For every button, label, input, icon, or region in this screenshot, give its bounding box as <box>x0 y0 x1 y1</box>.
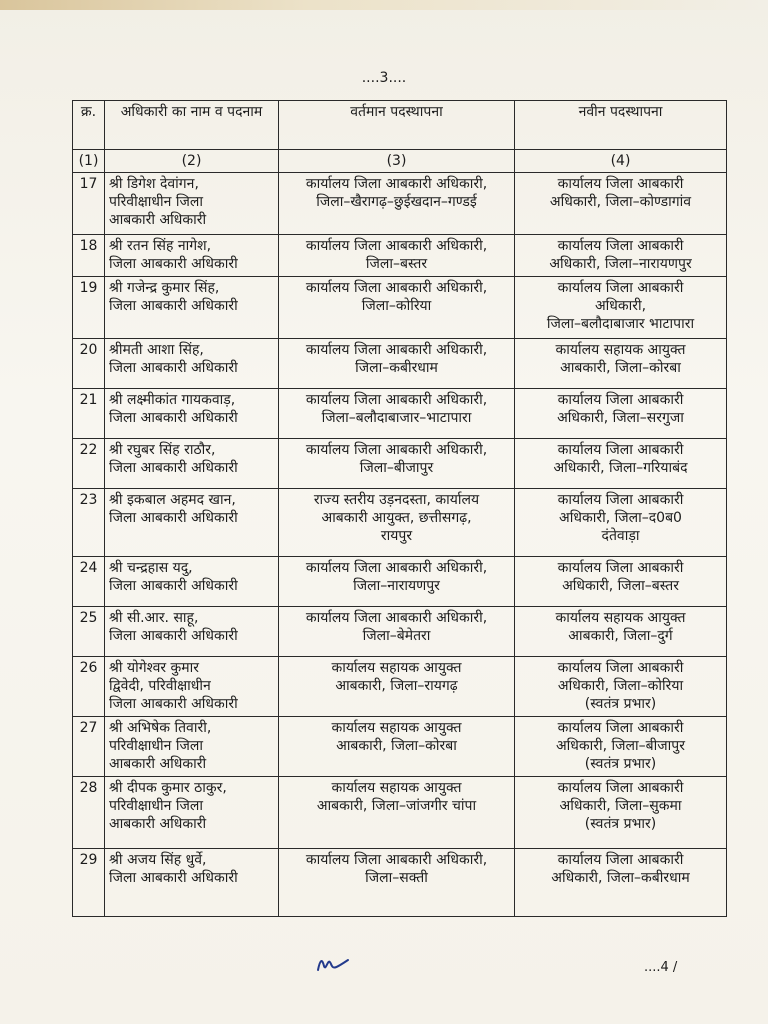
current-posting-line: कार्यालय जिला आबकारी अधिकारी, <box>305 852 488 868</box>
header-officer-name: अधिकारी का नाम व पदनाम <box>105 101 279 150</box>
serial-number: 18 <box>73 235 105 277</box>
current-posting <box>279 657 515 717</box>
officer-name-line: जिला आबकारी अधिकारी <box>109 410 238 426</box>
new-posting <box>515 849 727 917</box>
table-row <box>73 235 727 277</box>
officer-name <box>105 489 279 557</box>
column-number: (2) <box>105 150 279 173</box>
officer-name-line: परिवीक्षाधीन जिला <box>109 194 203 210</box>
new-posting-line: कार्यालय जिला आबकारी <box>557 238 684 254</box>
column-number: (3) <box>279 150 515 173</box>
current-posting-line: कार्यालय जिला आबकारी अधिकारी, <box>305 560 488 576</box>
officer-name <box>105 607 279 657</box>
officer-name-line: श्री डिगेश देवांगन, <box>109 176 199 192</box>
officer-name-line: आबकारी अधिकारी <box>109 816 207 832</box>
current-posting-line: आबकारी आयुक्त, छत्तीसगढ़, <box>321 510 472 526</box>
new-posting <box>515 557 727 607</box>
header-new-posting: नवीन पदस्थापना <box>515 101 727 150</box>
new-posting-line: अधिकारी, जिला–गरियाबंद <box>553 460 688 476</box>
current-posting <box>279 439 515 489</box>
new-posting-line: कार्यालय सहायक आयुक्त <box>555 342 686 358</box>
table-body <box>73 173 727 917</box>
next-page-marker: ....4 / <box>644 960 678 975</box>
current-posting <box>279 777 515 849</box>
officer-name-line: जिला आबकारी अधिकारी <box>109 256 238 272</box>
officer-name <box>105 235 279 277</box>
table-row <box>73 489 727 557</box>
current-posting-line: आबकारी, जिला–रायगढ़ <box>335 678 458 694</box>
serial-number: 21 <box>73 389 105 439</box>
new-posting-line: (स्वतंत्र प्रभार) <box>584 816 657 832</box>
new-posting-line: अधिकारी, जिला–नारायणपुर <box>549 256 692 272</box>
serial-number: 26 <box>73 657 105 717</box>
new-posting-line: जिला–बलौदाबाजार भाटापारा <box>546 316 695 332</box>
new-posting-line: आबकारी, जिला–कोरबा <box>560 360 681 376</box>
serial-number: 20 <box>73 339 105 389</box>
new-posting <box>515 173 727 235</box>
table-row <box>73 339 727 389</box>
current-posting-line: राज्य स्तरीय उड़नदस्ता, कार्यालय <box>313 492 480 508</box>
new-posting <box>515 439 727 489</box>
table-row <box>73 173 727 235</box>
officer-name <box>105 439 279 489</box>
officer-name-line: श्री लक्ष्मीकांत गायकवाड़, <box>109 392 236 408</box>
new-posting-line: कार्यालय जिला आबकारी <box>557 660 684 676</box>
officer-name-line: श्रीमती आशा सिंह, <box>109 342 204 358</box>
new-posting-line: अधिकारी, जिला–कोण्डागांव <box>549 194 692 210</box>
new-posting <box>515 235 727 277</box>
new-posting-line: अधिकारी, जिला–सुकमा <box>559 798 682 814</box>
table-row <box>73 277 727 339</box>
new-posting-line: अधिकारी, जिला–बस्तर <box>562 578 679 594</box>
officer-name <box>105 389 279 439</box>
table-row <box>73 439 727 489</box>
current-posting-line: कार्यालय जिला आबकारी अधिकारी, <box>305 176 488 192</box>
serial-number: 25 <box>73 607 105 657</box>
new-posting <box>515 717 727 777</box>
column-number-row <box>73 150 727 173</box>
current-posting-line: रायपुर <box>380 528 413 544</box>
current-posting-line: जिला–खैरागढ़–छुईखदान–गण्डई <box>316 194 477 210</box>
current-posting-line: कार्यालय जिला आबकारी अधिकारी, <box>305 238 488 254</box>
current-posting-line: जिला–बीजापुर <box>359 460 434 476</box>
current-posting <box>279 717 515 777</box>
new-posting-line: कार्यालय जिला आबकारी <box>557 560 684 576</box>
officer-name-line: परिवीक्षाधीन जिला <box>109 738 203 754</box>
current-posting <box>279 173 515 235</box>
officer-name-line: श्री रतन सिंह नागेश, <box>109 238 212 254</box>
current-posting <box>279 277 515 339</box>
header-serial: क्र. <box>73 101 105 150</box>
serial-number: 19 <box>73 277 105 339</box>
current-posting-line: कार्यालय जिला आबकारी अधिकारी, <box>305 442 488 458</box>
current-posting <box>279 557 515 607</box>
officer-name-line: श्री योगेश्वर कुमार <box>109 660 200 676</box>
new-posting-line: कार्यालय जिला आबकारी <box>557 852 684 868</box>
current-posting <box>279 607 515 657</box>
transfer-table <box>72 100 727 917</box>
officer-name-line: जिला आबकारी अधिकारी <box>109 696 238 712</box>
table-row <box>73 717 727 777</box>
current-posting <box>279 339 515 389</box>
new-posting <box>515 607 727 657</box>
officer-name <box>105 657 279 717</box>
new-posting-line: आबकारी, जिला–दुर्ग <box>568 628 673 644</box>
new-posting-line: अधिकारी, जिला–सरगुजा <box>557 410 684 426</box>
current-posting-line: आबकारी, जिला–कोरबा <box>336 738 457 754</box>
new-posting-line: कार्यालय जिला आबकारी <box>557 492 684 508</box>
new-posting-line: (स्वतंत्र प्रभार) <box>584 696 657 712</box>
officer-name <box>105 777 279 849</box>
header-current-posting: वर्तमान पदस्थापना <box>279 101 515 150</box>
officer-name-line: जिला आबकारी अधिकारी <box>109 510 238 526</box>
serial-number: 24 <box>73 557 105 607</box>
current-posting-line: आबकारी, जिला–जांजगीर चांपा <box>316 798 477 814</box>
new-posting-line: कार्यालय जिला आबकारी <box>557 442 684 458</box>
current-posting-line: कार्यालय सहायक आयुक्त <box>331 660 462 676</box>
officer-name-line: जिला आबकारी अधिकारी <box>109 298 238 314</box>
current-posting-line: जिला–कोरिया <box>361 298 432 314</box>
new-posting-line: कार्यालय जिला आबकारी <box>557 176 684 192</box>
current-posting <box>279 849 515 917</box>
officer-name-line: श्री दीपक कुमार ठाकुर, <box>109 780 227 796</box>
officer-name-line: श्री सी.आर. साहू, <box>109 610 199 626</box>
serial-number: 27 <box>73 717 105 777</box>
current-posting <box>279 389 515 439</box>
officer-name-line: श्री अजय सिंह धुर्वे, <box>109 852 207 868</box>
column-number: (1) <box>73 150 105 173</box>
new-posting-line: (स्वतंत्र प्रभार) <box>584 756 657 772</box>
officer-name-line: श्री अभिषेक तिवारी, <box>109 720 212 736</box>
new-posting-line: कार्यालय जिला आबकारी <box>557 720 684 736</box>
page-top-edge <box>0 0 768 10</box>
new-posting-line: कार्यालय सहायक आयुक्त <box>555 610 686 626</box>
new-posting <box>515 489 727 557</box>
new-posting-line: अधिकारी, जिला–कबीरधाम <box>551 870 690 886</box>
table-header-row <box>73 101 727 150</box>
current-posting <box>279 235 515 277</box>
new-posting-line: अधिकारी, जिला–द0ब0 <box>559 510 682 526</box>
current-posting-line: कार्यालय जिला आबकारी अधिकारी, <box>305 392 488 408</box>
officer-name <box>105 277 279 339</box>
current-posting-line: जिला–कबीरधाम <box>355 360 438 376</box>
serial-number: 22 <box>73 439 105 489</box>
new-posting <box>515 777 727 849</box>
current-posting <box>279 489 515 557</box>
table-row <box>73 557 727 607</box>
current-posting-line: कार्यालय सहायक आयुक्त <box>331 780 462 796</box>
officer-name <box>105 717 279 777</box>
table-row <box>73 607 727 657</box>
officer-name-line: आबकारी अधिकारी <box>109 212 207 228</box>
officer-name-line: श्री रघुबर सिंह राठौर, <box>109 442 216 458</box>
officer-name <box>105 557 279 607</box>
officer-name-line: आबकारी अधिकारी <box>109 756 207 772</box>
signature-mark <box>316 952 350 974</box>
officer-name-line: जिला आबकारी अधिकारी <box>109 460 238 476</box>
officer-name-line: जिला आबकारी अधिकारी <box>109 360 238 376</box>
officer-name-line: श्री चन्द्रहास यदु, <box>109 560 193 576</box>
officer-name-line: जिला आबकारी अधिकारी <box>109 578 238 594</box>
current-posting-line: जिला–सक्ती <box>365 870 428 886</box>
officer-name-line: परिवीक्षाधीन जिला <box>109 798 203 814</box>
officer-name <box>105 339 279 389</box>
current-posting-line: जिला–बलौदाबाजार–भाटापारा <box>321 410 472 426</box>
serial-number: 28 <box>73 777 105 849</box>
new-posting <box>515 339 727 389</box>
officer-name-line: श्री गजेन्द्र कुमार सिंह, <box>109 280 220 296</box>
serial-number: 23 <box>73 489 105 557</box>
serial-number: 29 <box>73 849 105 917</box>
column-number: (4) <box>515 150 727 173</box>
current-posting-line: कार्यालय सहायक आयुक्त <box>331 720 462 736</box>
new-posting-line: दंतेवाड़ा <box>601 528 640 544</box>
officer-name-line: द्विवेदी, परिवीक्षाधीन <box>109 678 211 694</box>
table-row <box>73 389 727 439</box>
officer-name-line: जिला आबकारी अधिकारी <box>109 870 238 886</box>
current-posting-line: कार्यालय जिला आबकारी अधिकारी, <box>305 280 488 296</box>
table-row <box>73 657 727 717</box>
new-posting-line: कार्यालय जिला आबकारी <box>557 280 684 296</box>
officer-name-line: श्री इकबाल अहमद खान, <box>109 492 236 508</box>
officer-name-line: जिला आबकारी अधिकारी <box>109 628 238 644</box>
new-posting <box>515 657 727 717</box>
current-posting-line: कार्यालय जिला आबकारी अधिकारी, <box>305 610 488 626</box>
new-posting-line: कार्यालय जिला आबकारी <box>557 780 684 796</box>
new-posting-line: अधिकारी, <box>594 298 647 314</box>
current-posting-line: जिला–नारायणपुर <box>353 578 440 594</box>
current-posting-line: जिला–बस्तर <box>365 256 428 272</box>
new-posting-line: अधिकारी, जिला–बीजापुर <box>555 738 685 754</box>
new-posting-line: अधिकारी, जिला–कोरिया <box>557 678 684 694</box>
current-posting-line: कार्यालय जिला आबकारी अधिकारी, <box>305 342 488 358</box>
table-row <box>73 849 727 917</box>
page-number: ....3.... <box>361 70 407 86</box>
current-posting-line: जिला–बेमेतरा <box>362 628 431 644</box>
new-posting <box>515 389 727 439</box>
new-posting-line: कार्यालय जिला आबकारी <box>557 392 684 408</box>
officer-name <box>105 173 279 235</box>
new-posting <box>515 277 727 339</box>
serial-number: 17 <box>73 173 105 235</box>
officer-name <box>105 849 279 917</box>
table-row <box>73 777 727 849</box>
